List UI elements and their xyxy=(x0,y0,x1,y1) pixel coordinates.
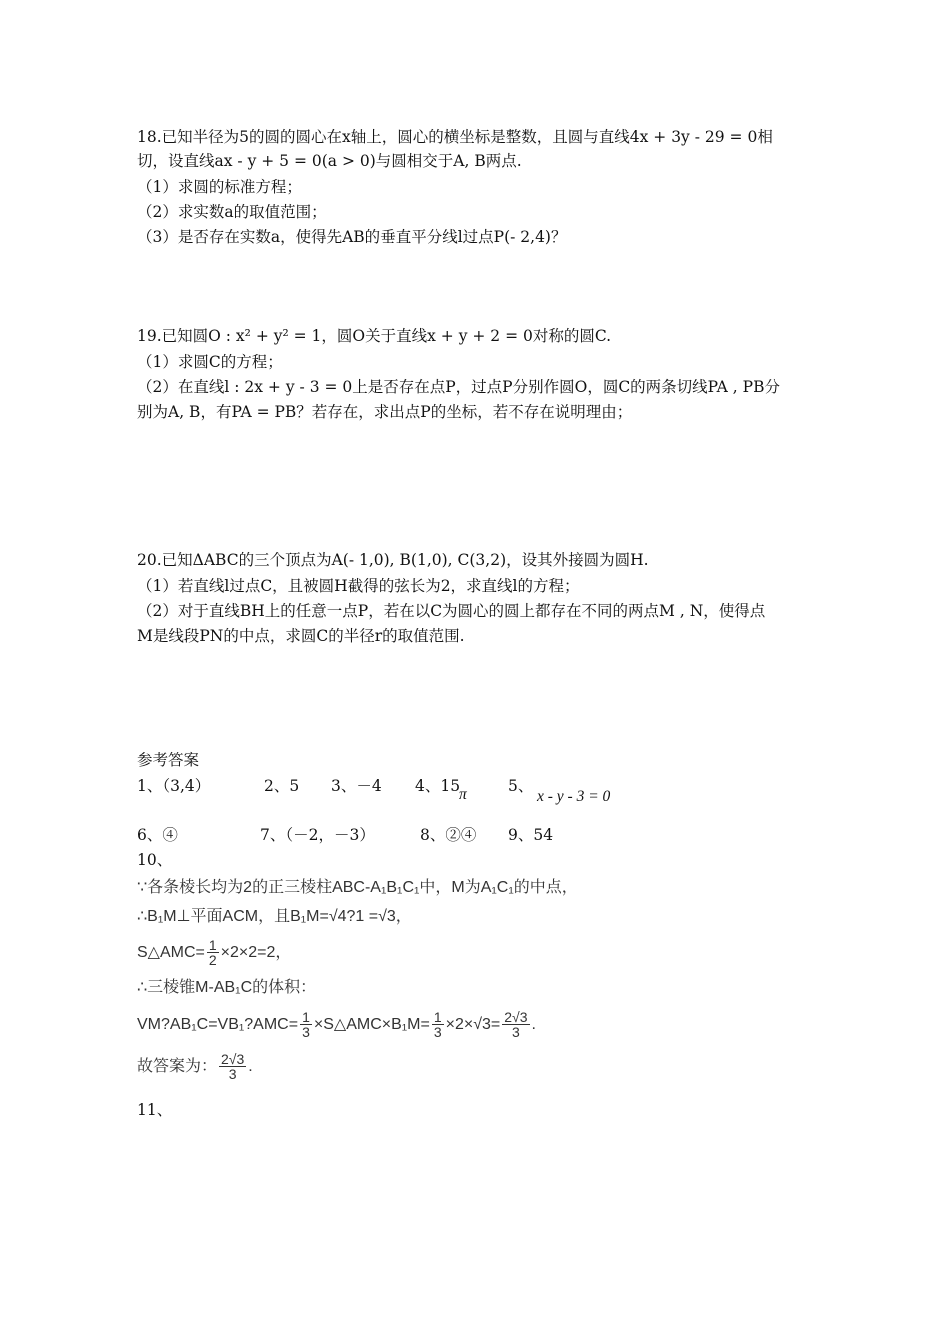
fraction-half xyxy=(207,938,219,967)
fraction-numerator: 1 xyxy=(433,1009,442,1026)
fraction-numerator: 2√3 xyxy=(221,1051,245,1068)
q18-part1: （1）求圆的标准方程； xyxy=(137,178,302,196)
answer-4: 4、15 xyxy=(415,777,461,795)
answer-6: 6、④ xyxy=(137,826,178,844)
solution-line5-d: . xyxy=(531,1016,536,1033)
answer-4-pi: π xyxy=(459,786,467,803)
answer-9: 9、54 xyxy=(508,826,554,844)
fraction-denominator: 3 xyxy=(228,1066,237,1083)
fraction-final xyxy=(219,1052,246,1081)
q18-part3: （3）是否存在实数a，使得先AB的垂直平分线l过点P(- 2,4)？ xyxy=(137,228,567,246)
fraction-denominator: 3 xyxy=(511,1024,520,1041)
solution-line5-c: ×2×√3= xyxy=(445,1016,501,1033)
fraction-numerator: 2√3 xyxy=(504,1009,528,1026)
answers-heading: 参考答案 xyxy=(137,751,200,769)
fraction-numerator: 1 xyxy=(208,937,217,954)
q19-part2: （2）在直线l : 2x + y - 3 = 0上是否存在点P，过点P分别作圆O，圆C的两条切线PA , PB分 xyxy=(137,378,780,396)
solution-line3 xyxy=(137,938,291,968)
fraction-denominator: 3 xyxy=(302,1024,310,1041)
fraction-denominator: 3 xyxy=(433,1024,442,1041)
q18-line2: 切，设直线ax - y + 5 = 0(a > 0)与圆相交于A, B两点. xyxy=(137,152,522,170)
q20-part2-cont: M是线段PN的中点，求圆C的半径r的取值范围. xyxy=(137,627,465,645)
solution-line2: ∴B₁M⊥平面ACM，且B₁M=√4?1 =√3， xyxy=(137,908,412,925)
answer-5-equation: x - y - 3 = 0 xyxy=(537,788,611,805)
q19-part1: （1）求圆C的方程； xyxy=(137,353,283,371)
answer-10-label: 10、 xyxy=(137,851,173,869)
final-answer-period: . xyxy=(248,1058,253,1075)
solution-line1: ∵各条棱长均为2的正三棱柱ABC-A₁B₁C₁中，M为A₁C₁的中点， xyxy=(137,879,578,896)
answer-5-label: 5、 xyxy=(508,777,534,795)
solution-final-answer xyxy=(137,1052,253,1082)
q20-line1: 20.已知ΔABC的三个顶点为A(- 1,0), B(1,0), C(3,2)，设其外接圆为圆H. xyxy=(137,551,649,569)
q20-part1: （1）若直线l过点C，且被圆H截得的弦长为2，求直线l的方程； xyxy=(137,577,580,595)
solution-line3-b: ×2×2=2， xyxy=(220,944,292,961)
q19-line1: 19.已知圆O : x² + y² = 1，圆O关于直线x + y + 2 = 0对称的圆C. xyxy=(137,327,612,345)
answer-11-label: 11、 xyxy=(137,1101,173,1119)
final-answer-label: 故答案为： xyxy=(137,1058,218,1075)
answer-7: 7、（－2，－3） xyxy=(260,826,375,844)
q18-line1: 18.已知半径为5的圆的圆心在x轴上，圆心的横坐标是整数，且圆与直线4x + 3y - 29 = 0相 xyxy=(137,128,773,146)
solution-line5-a: VM?AB₁C=VB₁?AMC= xyxy=(137,1016,299,1033)
q20-part2: （2）对于直线BH上的任意一点P，若在以C为圆心的圆上都存在不同的两点M , N，使得点 xyxy=(137,602,766,620)
fraction-third-2 xyxy=(432,1010,444,1039)
q18-part2: （2）求实数a的取值范围； xyxy=(137,203,327,221)
solution-line5-b: ×S△AMC×B₁M= xyxy=(313,1016,430,1033)
answer-2: 2、5 xyxy=(264,777,300,795)
fraction-result xyxy=(502,1010,529,1039)
answer-1: 1、（3,4） xyxy=(137,777,211,795)
solution-line5 xyxy=(137,1010,536,1040)
answer-3: 3、－4 xyxy=(331,777,382,795)
answer-8: 8、②④ xyxy=(420,826,477,844)
fraction-third-1 xyxy=(300,1010,312,1039)
q19-part2-cont: 别为A, B，有PA = PB？若存在，求出点P的坐标，若不存在说明理由； xyxy=(137,403,633,421)
solution-line4: ∴三棱锥M-AB₁C的体积： xyxy=(137,979,317,996)
fraction-denominator: 2 xyxy=(208,952,217,969)
fraction-numerator: 1 xyxy=(302,1009,310,1026)
solution-line3-a: S△AMC= xyxy=(137,944,205,961)
